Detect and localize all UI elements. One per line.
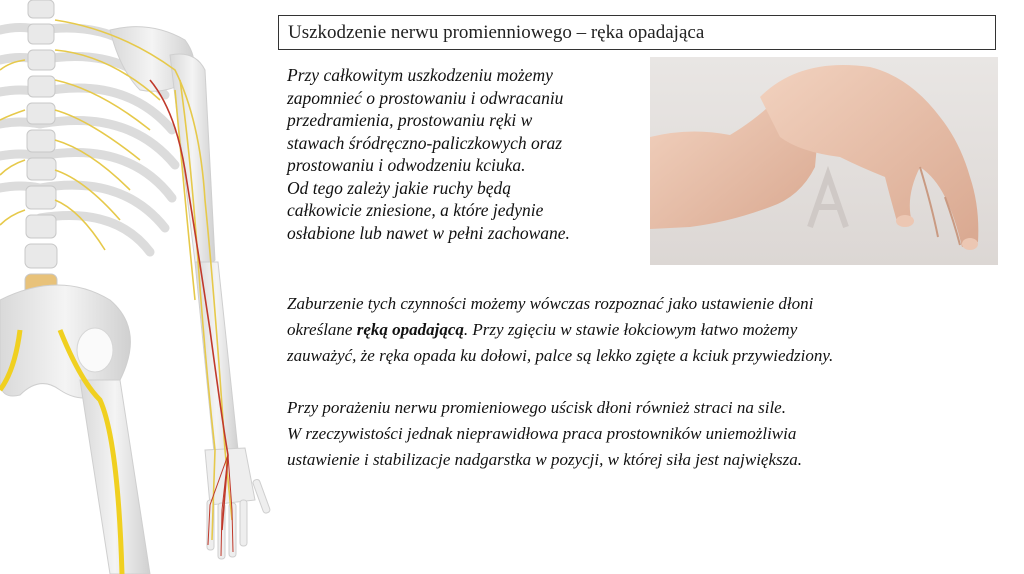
bold-term: ręką opadającą (356, 320, 464, 339)
paragraph-wrist-drop (287, 291, 1007, 369)
intro-line: Od tego zależy jakie ruchy będą (287, 177, 512, 198)
paragraph-line (287, 317, 1007, 343)
intro-line: prostowaniu i odwodzeniu kciuka. (287, 155, 526, 175)
intro-line: całkowicie zniesione, a które jedynie (287, 200, 544, 220)
anatomy-illustration (0, 0, 275, 574)
intro-line: osłabione lub nawet w pełni zachowane. (287, 222, 570, 243)
intro-line: Przy całkowitym uszkodzeniu możemy (287, 65, 553, 85)
paragraph-grip (287, 395, 1007, 473)
paragraph-line: W rzeczywistości jednak nieprawidłowa praca prostowników uniemożliwia (287, 424, 797, 443)
intro-text (287, 64, 647, 244)
paragraph-line: Zaburzenie tych czynności możemy wówczas rozpoznać jako ustawienie dłoni (287, 294, 814, 313)
text-span: określane (287, 320, 357, 339)
intro-line: przedramienia, prostowaniu ręki w (287, 110, 533, 130)
intro-line: zapomnieć o prostowaniu i odwracaniu (287, 87, 564, 108)
paragraph-line: zauważyć, że ręka opada ku dołowi, palce są lekko zgięte a kciuk przywiedziony. (287, 346, 834, 365)
wrist-drop-photo (650, 57, 998, 265)
text-span: . Przy zgięciu w stawie łokciowym łatwo możemy (463, 320, 798, 339)
paragraph-line: Przy porażeniu nerwu promieniowego uścisk dłoni również straci na sile. (287, 398, 786, 417)
slide-title: Uszkodzenie nerwu promienniowego – ręka opadająca (278, 15, 996, 50)
intro-line: stawach śródręczno-paliczkowych oraz (287, 132, 563, 153)
paragraph-line: ustawienie i stabilizacje nadgarstka w pozycji, w której siła jest największa. (287, 450, 803, 469)
